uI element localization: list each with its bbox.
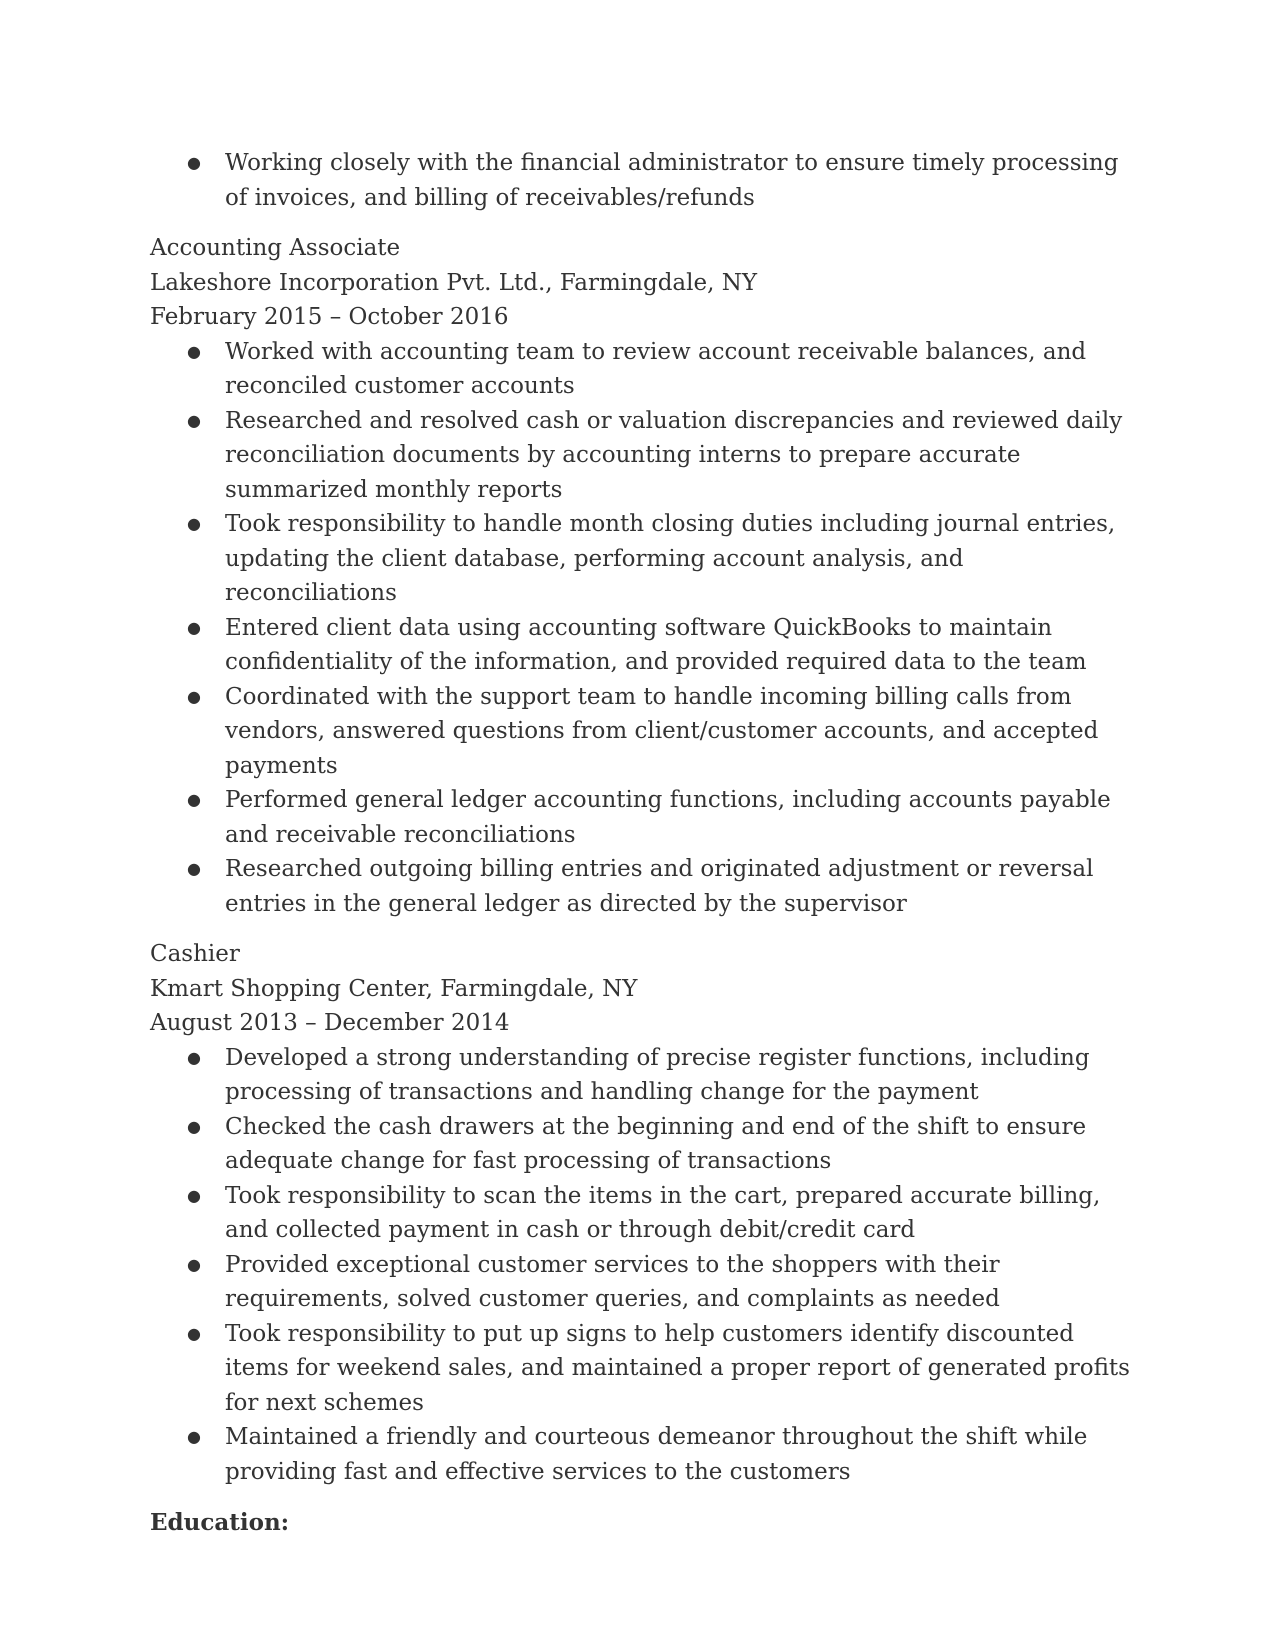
education-heading: Education: [150, 1509, 290, 1536]
intro-bullet-list [150, 146, 1140, 215]
bullet-text: Provided exceptional customer services to the shoppers with their requirements, solved customer queries, and complaints as needed [225, 1251, 1000, 1312]
list-item [187, 1041, 1140, 1110]
bullet-text: Researched and resolved cash or valuation discrepancies and reviewed daily reconciliation documents by accounting interns to prepare accurate summarized monthly reports [225, 407, 1123, 503]
bullet-text: Worked with accounting team to review account receivable balances, and reconciled customer accounts [225, 338, 1087, 399]
job-company: Lakeshore Incorporation Pvt. Ltd., Farmingdale, NY [150, 269, 758, 296]
list-item [187, 852, 1140, 921]
bullet-text: Entered client data using accounting software QuickBooks to maintain confidentiality of the information, and provided required data to the team [225, 614, 1087, 675]
list-item [187, 1248, 1140, 1317]
job-title: Accounting Associate [150, 235, 401, 261]
list-item [187, 1420, 1140, 1489]
bullet-icon: ● [187, 1254, 201, 1274]
bullet-icon: ● [187, 1116, 201, 1136]
bullet-text: Maintained a friendly and courteous demeanor throughout the shift while providing fast and effective services to the customers [225, 1424, 1088, 1485]
list-item [187, 611, 1140, 680]
bullet-text: Coordinated with the support team to handle incoming billing calls from vendors, answered questions from client/customer accounts, and accepted payments [225, 683, 1099, 779]
bullet-icon: ● [187, 617, 201, 637]
bullet-text: Checked the cash drawers at the beginning and end of the shift to ensure adequate change for fast processing of transactions [225, 1113, 1087, 1174]
list-item [187, 507, 1140, 611]
bullet-icon: ● [187, 1427, 201, 1446]
bullet-text: Took responsibility to scan the items in the cart, prepared accurate billing, and collected payment in cash or through debit/credit card [225, 1182, 1101, 1243]
job-dates: August 2013 – December 2014 [150, 1010, 510, 1036]
job-bullet-list [150, 1041, 1140, 1490]
list-item [187, 146, 1140, 215]
bullet-icon: ● [187, 153, 201, 172]
bullet-icon: ● [187, 341, 201, 361]
job-company: Kmart Shopping Center, Farmingdale, NY [150, 975, 638, 1002]
list-item [187, 783, 1140, 852]
bullet-text: Took responsibility to handle month closing duties including journal entries, updating the client database, performing account analysis, and reconciliations [225, 511, 1116, 606]
list-item [187, 1110, 1140, 1179]
list-item [187, 680, 1140, 784]
bullet-icon: ● [187, 1323, 201, 1343]
bullet-icon: ● [187, 790, 201, 809]
resume-content [150, 146, 1140, 1541]
list-item [187, 404, 1140, 508]
bullet-icon: ● [187, 686, 201, 706]
bullet-icon: ● [187, 1047, 201, 1067]
job-entry-cashier [150, 937, 1140, 1489]
bullet-icon: ● [187, 410, 201, 430]
bullet-text: Researched outgoing billing entries and originated adjustment or reversal entries in the general ledger as directed by the supervisor [225, 856, 1094, 917]
bullet-text: Developed a strong understanding of precise register functions, including processing of transactions and handling change for the payment [225, 1044, 1090, 1105]
bullet-icon: ● [187, 514, 201, 533]
list-item [187, 335, 1140, 404]
bullet-text: Working closely with the financial administrator to ensure timely processing of invoices, and billing of receivables/refunds [225, 150, 1119, 211]
job-entry-accounting-associate [150, 231, 1140, 921]
bullet-text: Performed general ledger accounting functions, including accounts payable and receivable reconciliations [225, 787, 1111, 848]
bullet-text: Took responsibility to put up signs to help customers identify discounted items for weekend sales, and maintained a proper report of generated profits for next schemes [225, 1320, 1130, 1416]
bullet-icon: ● [187, 859, 201, 878]
list-item [187, 1317, 1140, 1421]
job-dates: February 2015 – October 2016 [150, 304, 509, 330]
job-bullet-list [150, 335, 1140, 922]
bullet-icon: ● [187, 1185, 201, 1205]
list-item [187, 1179, 1140, 1248]
job-title: Cashier [150, 941, 240, 967]
